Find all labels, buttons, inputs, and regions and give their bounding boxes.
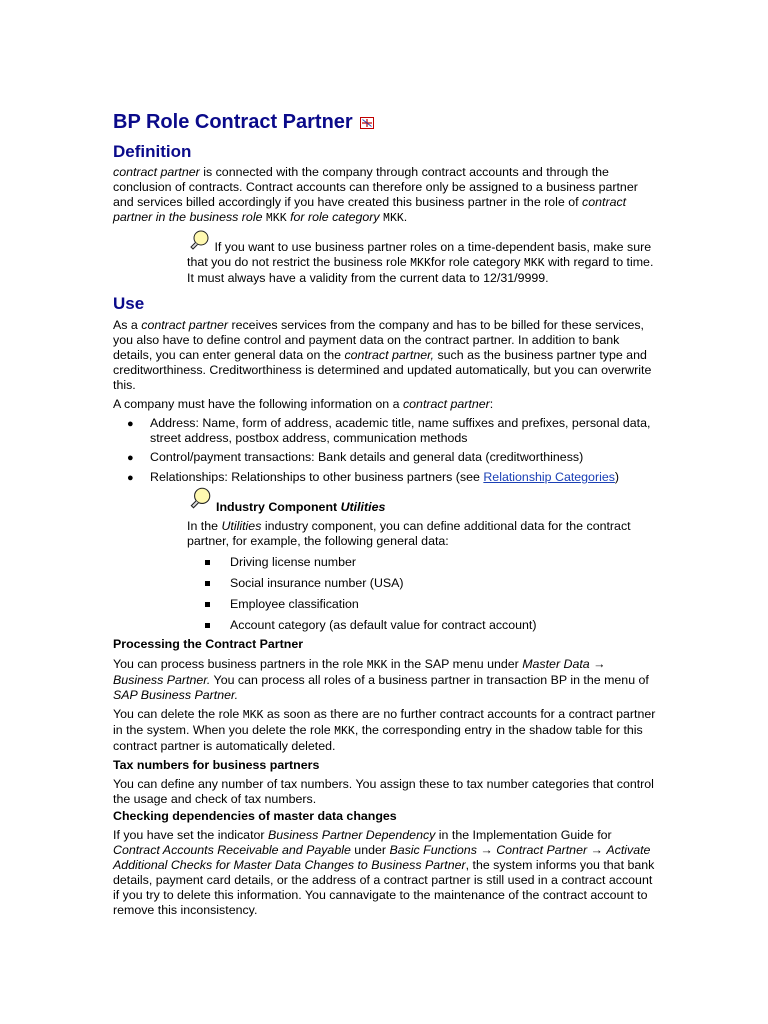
bullet-dot: ● bbox=[127, 418, 134, 430]
dependencies-heading: Checking dependencies of master data changes bbox=[113, 809, 397, 823]
processing-heading: Processing the Contract Partner bbox=[113, 637, 304, 651]
lightbulb-icon bbox=[187, 486, 213, 514]
processing-paragraph-2: You can delete the role MKK as soon as there are no further contract accounts for a contract partner in the system. When you delete the role MKK, the corresponding entry in the shadow table for this contract partner is automatically deleted. bbox=[113, 707, 656, 753]
square-bullet bbox=[205, 560, 210, 565]
square-bullet bbox=[205, 581, 210, 586]
bullet-dot: ● bbox=[127, 472, 134, 484]
sub-list-item: Employee classification bbox=[230, 597, 359, 611]
industry-paragraph: In the Utilities industry component, you can define additional data for the contract partner, for example, the following general data: bbox=[187, 519, 631, 548]
definition-paragraph: contract partner is connected with the company through contract accounts and through the conclusion of contracts. Contract accounts can therefore only be assigned to a business partner and services billed accordingly if you have created this business partner in the role of contract partner in the business role MKK for role category MKK. bbox=[113, 165, 638, 225]
bullet-dot: ● bbox=[127, 452, 134, 464]
sub-list-item: Driving license number bbox=[230, 555, 357, 569]
list-item: Control/payment transactions: Bank details and general data (creditworthiness) bbox=[150, 450, 584, 464]
square-bullet bbox=[205, 623, 210, 628]
tax-heading: Tax numbers for business partners bbox=[113, 758, 320, 772]
page-title bbox=[113, 110, 374, 135]
definition-note: If you want to use business partner roles on a time-dependent basis, make sure that you do not restrict the business role MKKfor role category MKK with regard to time. It must always have a validity from the current data to 12/31/9999. bbox=[187, 240, 654, 285]
sub-list-item: Account category (as default value for contract account) bbox=[230, 618, 537, 632]
tax-paragraph: You can define any number of tax numbers. You assign these to tax number categories that control the usage and check of tax numbers. bbox=[113, 777, 654, 806]
language-flag-icon[interactable] bbox=[360, 111, 374, 135]
page-title-text: BP Role Contract Partner bbox=[113, 111, 353, 133]
list-item: Address: Name, form of address, academic title, name suffixes and prefixes, personal data, street address, postbox address, communication methods bbox=[150, 416, 651, 445]
processing-paragraph-1: You can process business partners in the role MKK in the SAP menu under Master Data → Business Partner. You can process all roles of a business partner in transaction BP in the menu of SAP Business Partner. bbox=[113, 657, 649, 702]
definition-heading: Definition bbox=[113, 142, 192, 161]
industry-component-heading: Industry Component Utilities bbox=[216, 500, 386, 514]
use-paragraph-2: A company must have the following information on a contract partner: bbox=[113, 397, 494, 411]
use-heading: Use bbox=[113, 294, 145, 313]
use-paragraph-1: As a contract partner receives services from the company and has to be billed for these services, you also have to define control and payment data on the contract partner. In addition to bank details, you can enter general data on the contract partner, such as the business partner type and creditworthiness. Creditworthiness is determined and updated automatically, but you can overwrite this. bbox=[113, 318, 652, 392]
dependencies-paragraph: If you have set the indicator Business Partner Dependency in the Implementation Guide for Contract Accounts Receivable and Payable under Basic Functions → Contract Partner → Activate Additional Checks for Master Data Changes to Business Partner, the system informs you that bank details, payment card details, or the address of a contract partner is still used in a contract account if you try to delete this information. You cannavigate to the maintenance of the contract account to remove this inconsistency. bbox=[113, 828, 655, 917]
list-item: Relationships: Relationships to other business partners (see Relationship Categories) bbox=[150, 470, 620, 484]
square-bullet bbox=[205, 602, 210, 607]
relationship-categories-link[interactable]: Relationship Categories bbox=[483, 470, 615, 484]
sub-list-item: Social insurance number (USA) bbox=[230, 576, 404, 590]
